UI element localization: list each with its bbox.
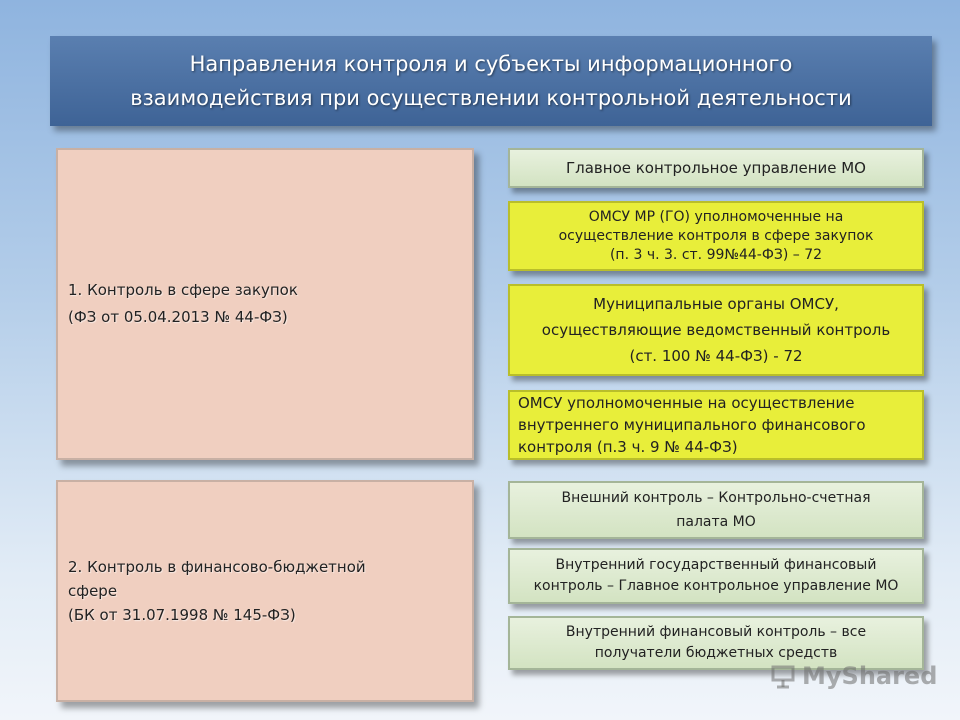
right-box-omsu-procurement xyxy=(508,201,924,271)
left-box-2-line-1: 2. Контроль в финансово-бюджетной xyxy=(68,558,366,576)
left-box-2-line-3: (БК от 31.07.1998 № 145-ФЗ) xyxy=(68,606,296,624)
right-box-6-line-2: контроль – Главное контрольное управление МО xyxy=(533,578,899,594)
page-title xyxy=(130,47,851,115)
presentation-icon xyxy=(770,663,796,689)
right-box-2-line-2: осуществление контроля в сфере закупок xyxy=(558,227,874,244)
right-box-internal-state-control xyxy=(508,548,924,604)
right-box-3-line-1: Муниципальные органы ОМСУ, xyxy=(593,295,839,313)
left-box-1-line-1: 1. Контроль в сфере закупок xyxy=(68,281,298,299)
right-box-5-line-2: палата МО xyxy=(676,514,756,530)
right-box-3-line-3: (ст. 100 № 44-ФЗ) - 72 xyxy=(629,347,803,365)
left-box-2-line-2: сфере xyxy=(68,582,118,600)
title-line-1: Направления контроля и субъекты информационного xyxy=(189,52,793,76)
right-box-2-line-1: ОМСУ МР (ГО) уполномоченные на xyxy=(588,208,844,225)
right-box-4-line-3: контроля (п.3 ч. 9 № 44-ФЗ) xyxy=(518,438,738,456)
right-box-4-line-1: ОМСУ уполномоченные на осуществление xyxy=(518,394,855,412)
right-box-5-line-1: Внешний контроль – Контрольно-счетная xyxy=(561,490,871,506)
right-box-6-line-1: Внутренний государственный финансовый xyxy=(555,557,877,573)
title-banner xyxy=(50,36,932,126)
right-box-7-line-1: Внутренний финансовый контроль – все xyxy=(565,624,867,640)
right-box-3-line-2: осуществляющие ведомственный контроль xyxy=(541,321,891,339)
right-box-omsu-financial-control xyxy=(508,390,924,460)
watermark xyxy=(770,654,940,698)
right-box-4-line-2: внутреннего муниципального финансового xyxy=(518,416,866,434)
right-box-external-control xyxy=(508,481,924,539)
right-box-7-line-2: получатели бюджетных средств xyxy=(594,645,838,661)
right-box-1-text: Главное контрольное управление МО xyxy=(566,158,866,177)
right-box-2-line-3: (п. 3 ч. 3. ст. 99№44-ФЗ) – 72 xyxy=(609,246,823,263)
title-line-2: взаимодействия при осуществлении контрольной деятельности xyxy=(130,86,852,110)
left-box-1-line-2: (ФЗ от 05.04.2013 № 44-ФЗ) xyxy=(68,308,288,326)
left-box-budget-control xyxy=(56,480,474,702)
right-box-main-control-department xyxy=(508,148,924,188)
watermark-text: MyShared xyxy=(802,662,938,690)
right-box-municipal-agencies xyxy=(508,284,924,376)
left-box-procurement-control xyxy=(56,148,474,460)
